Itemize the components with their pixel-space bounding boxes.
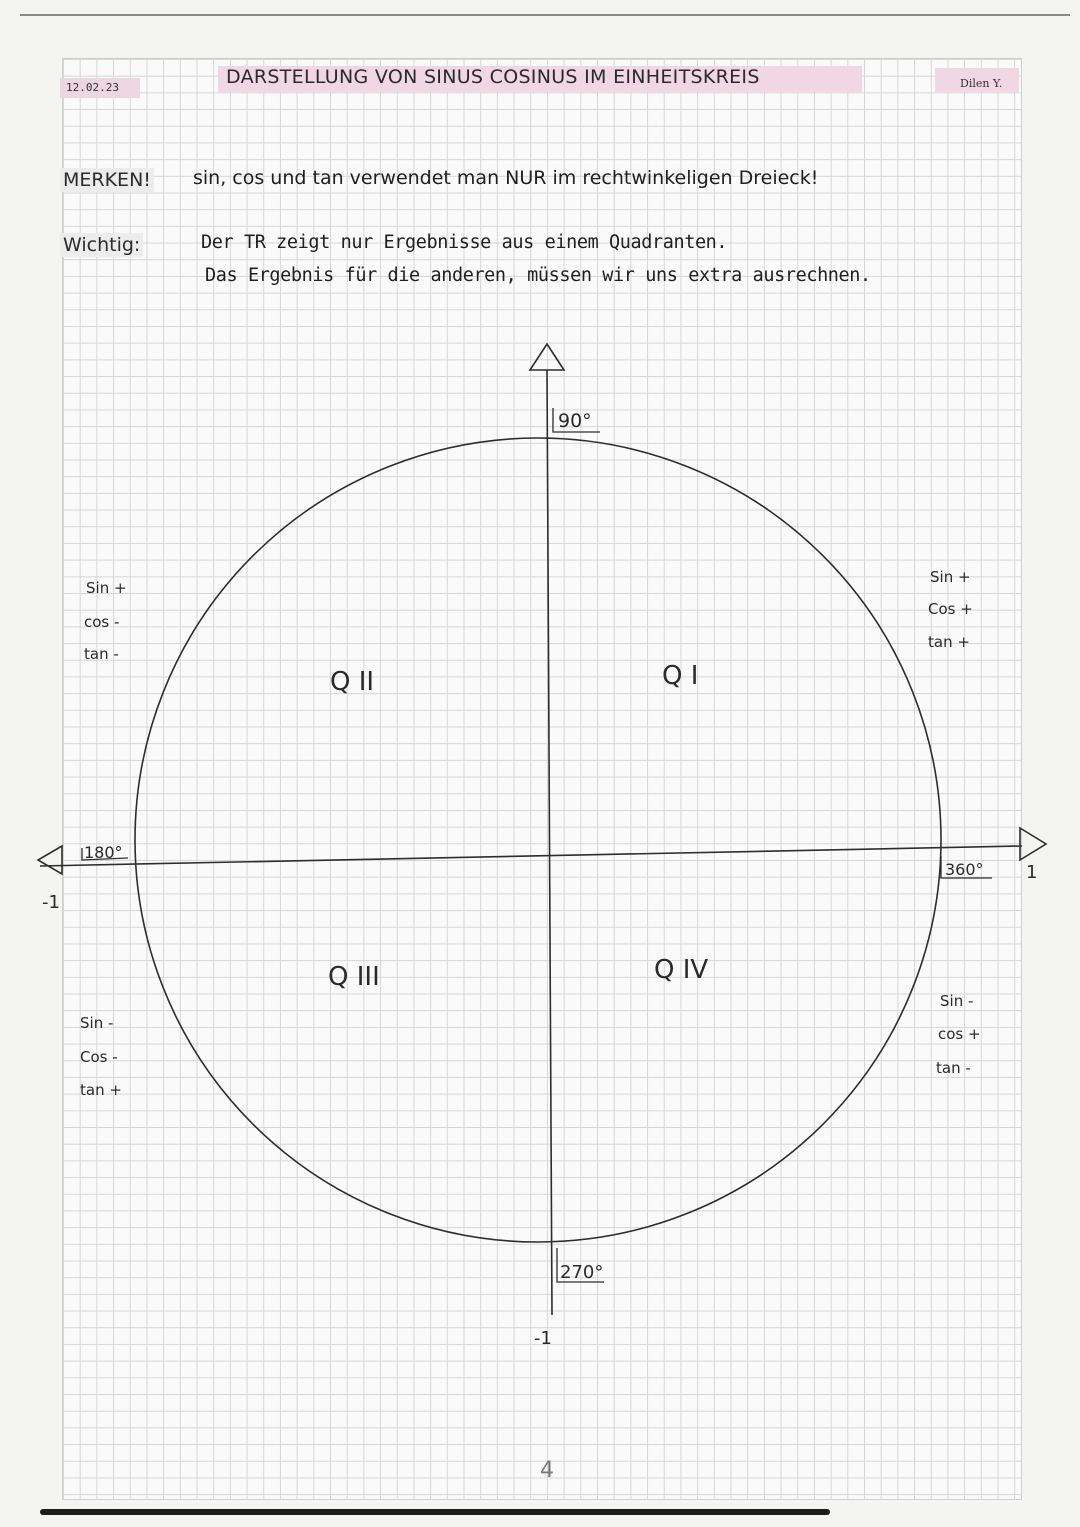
x-axis-arrow-right-icon <box>1020 828 1046 860</box>
axis-value-left: -1 <box>42 892 60 913</box>
sign-q3-cos: Cos - <box>80 1048 118 1066</box>
x-axis <box>40 846 1022 866</box>
quadrant-4-label: Q IV <box>654 955 709 985</box>
y-axis <box>547 370 552 1315</box>
sign-q1-cos: Cos + <box>928 600 973 618</box>
angle-180-label: 180° <box>84 843 123 862</box>
sign-q3-tan: tan + <box>80 1081 122 1099</box>
angle-270-label: 270° <box>560 1262 604 1283</box>
y-axis-arrow-up-icon <box>530 344 564 370</box>
page-number: 4 <box>540 1458 554 1483</box>
sign-q1-tan: tan + <box>928 633 970 651</box>
quadrant-1-label: Q I <box>662 661 699 691</box>
author-name: Dilen Y. <box>960 77 1003 90</box>
quadrant-3-label: Q III <box>328 962 380 992</box>
sign-q2-sin: Sin + <box>86 579 127 597</box>
sign-q2-cos: cos - <box>84 613 120 631</box>
signs-quadrant-4 <box>936 992 981 1077</box>
bottom-bar <box>40 1509 830 1515</box>
sign-q3-sin: Sin - <box>80 1014 114 1032</box>
wichtig-line-1: Der TR zeigt nur Ergebnisse aus einem Quadranten. <box>201 232 728 253</box>
axis-value-bottom: -1 <box>534 1328 552 1349</box>
axis-value-right: 1 <box>1026 862 1038 883</box>
merken-label: MERKEN! <box>60 168 154 192</box>
angle-90-label: 90° <box>558 410 592 432</box>
x-axis-arrow-left-icon <box>38 846 62 874</box>
quadrant-2-label: Q II <box>330 667 375 697</box>
sign-q4-sin: Sin - <box>940 992 974 1010</box>
sign-q4-cos: cos + <box>938 1025 981 1043</box>
sign-q4-tan: tan - <box>936 1059 971 1077</box>
angle-360-label: 360° <box>945 860 984 879</box>
merken-text: sin, cos und tan verwendet man NUR im rechtwinkeligen Dreieck! <box>193 167 819 189</box>
unit-circle <box>135 438 941 1242</box>
signs-quadrant-2 <box>84 579 127 663</box>
signs-quadrant-3 <box>80 1014 122 1099</box>
signs-quadrant-1 <box>928 568 973 651</box>
wichtig-label: Wichtig: <box>60 233 143 257</box>
date: 12.02.23 <box>66 81 119 94</box>
wichtig-line-2: Das Ergebnis für die anderen, müssen wir uns extra ausrechnen. <box>205 265 871 286</box>
sign-q2-tan: tan - <box>84 645 119 663</box>
sign-q1-sin: Sin + <box>930 568 971 586</box>
page-title: DARSTELLUNG VON SINUS COSINUS IM EINHEITSKREIS <box>226 66 760 88</box>
